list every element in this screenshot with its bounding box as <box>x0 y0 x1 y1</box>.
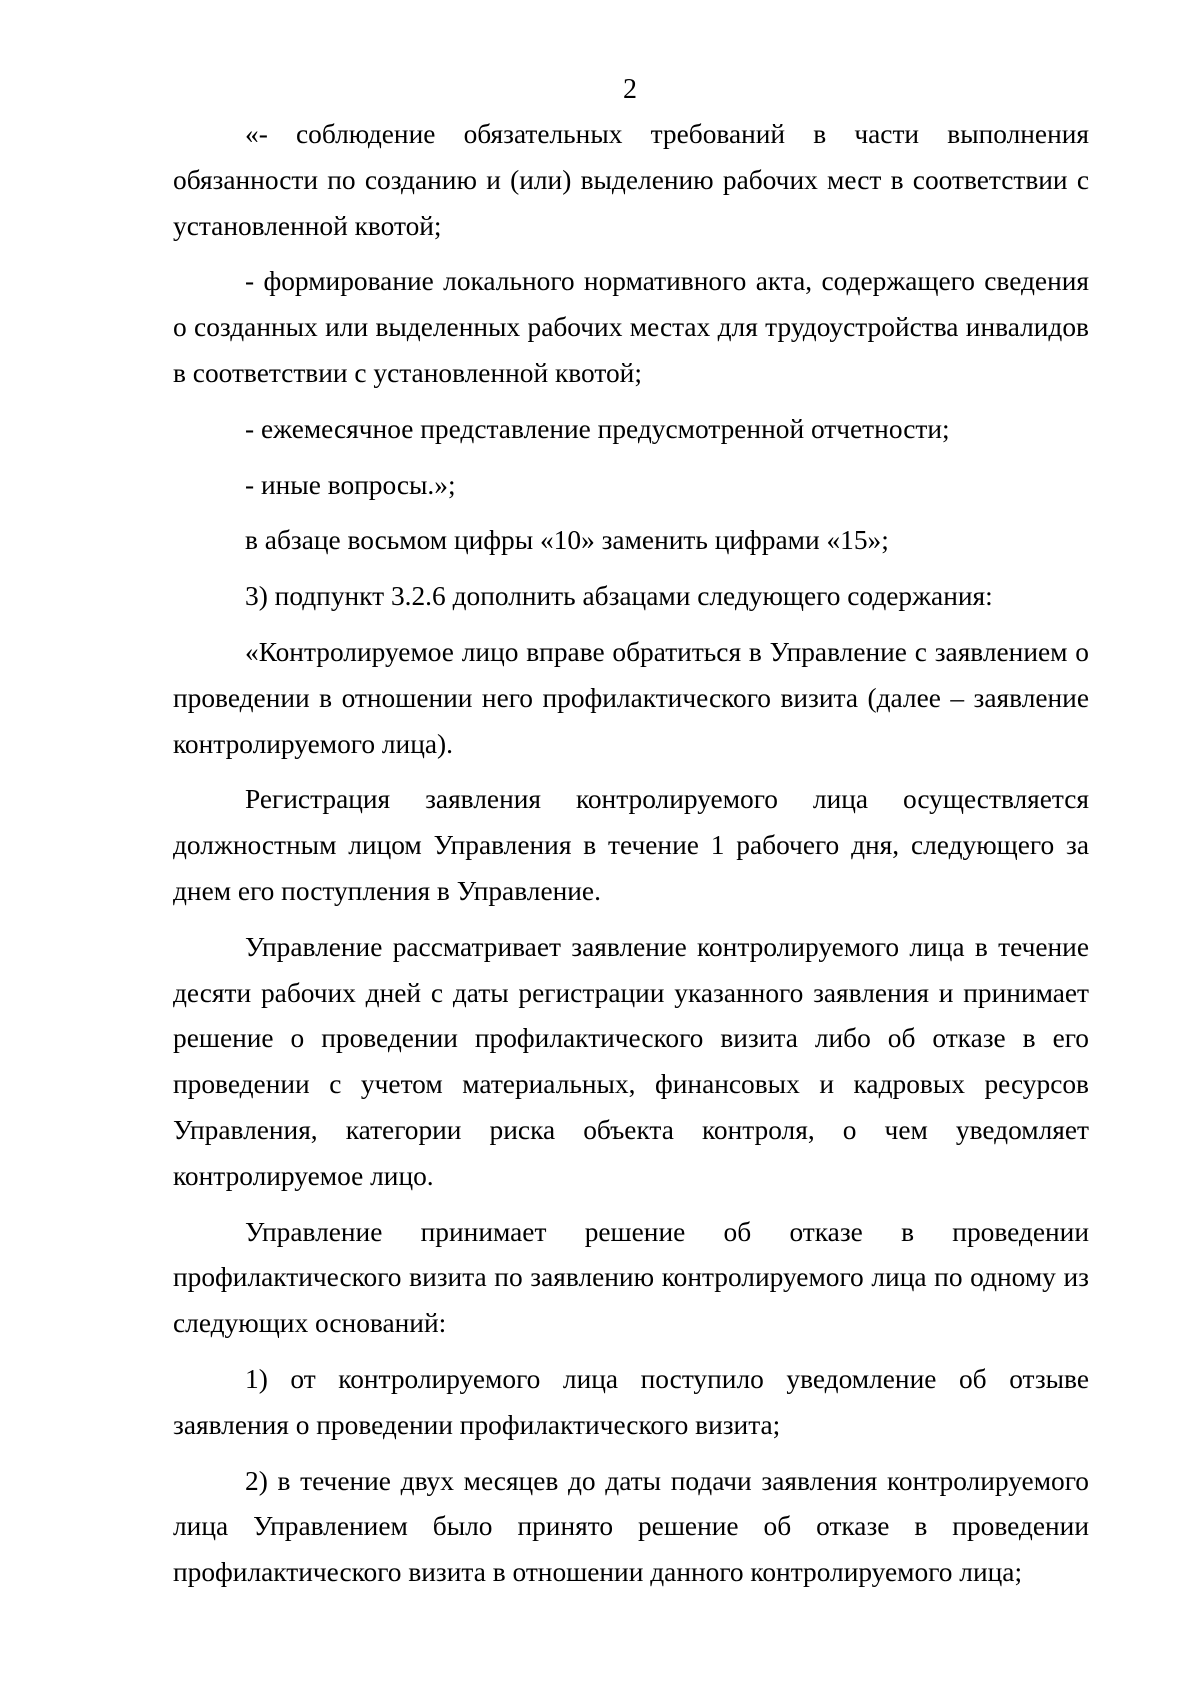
paragraph-ground-2: 2) в течение двух месяцев до даты подачи заявления контролируемого лица Управлением было принято решение об отказе в проведении профилактического визита в отношении данного контролируемого лица; <box>173 1465 1089 1588</box>
paragraph-monthly-report: - ежемесячное представление предусмотренной отчетности; <box>245 413 950 444</box>
paragraph-eighth-abzac: в абзаце восьмом цифры «10» заменить цифрами «15»; <box>245 525 889 556</box>
paragraph-subpoint-326: 3) подпункт 3.2.6 дополнить абзацами следующего содержания: <box>245 581 993 612</box>
paragraph-controlled-person-right: «Контролируемое лицо вправе обратиться в Управление с заявлением о проведении в отношении него профилактического визита (далее – заявление контролируемого лица). <box>173 636 1089 759</box>
paragraph-review: Управление рассматривает заявление контролируемого лица в течение десяти рабочих дней с даты регистрации указанного заявления и принимает решение о проведении профилактического визита либо об отказе в его проведении с учетом материальных, финансовых и кадровых ресурсов Управления, категории риска объекта контроля, о чем уведомляет контролируемое лицо. <box>173 931 1089 1191</box>
paragraph-other-questions: - иные вопросы.»; <box>245 469 456 500</box>
paragraph-ground-1: 1) от контролируемого лица поступило уведомление об отзыве заявления о проведении профилактического визита; <box>173 1363 1089 1440</box>
document-body <box>173 112 1089 1606</box>
paragraph-requirement-compliance: «- соблюдение обязательных требований в части выполнения обязанности по созданию и (или) выделению рабочих мест в соответствии с установленной квотой; <box>173 119 1089 241</box>
paragraph-refusal-grounds: Управление принимает решение об отказе в проведении профилактического визита по заявлению контролируемого лица по одному из следующих оснований: <box>173 1216 1089 1339</box>
paragraph-local-act: - формирование локального нормативного акта, содержащего сведения о созданных или выделенных рабочих местах для трудоустройства инвалидов в соответствии с установленной квотой; <box>173 266 1089 388</box>
paragraph-registration: Регистрация заявления контролируемого лица осуществляется должностным лицом Управления в течение 1 рабочего дня, следующего за днем его поступления в Управление. <box>173 784 1089 906</box>
page-number: 2 <box>623 74 637 105</box>
